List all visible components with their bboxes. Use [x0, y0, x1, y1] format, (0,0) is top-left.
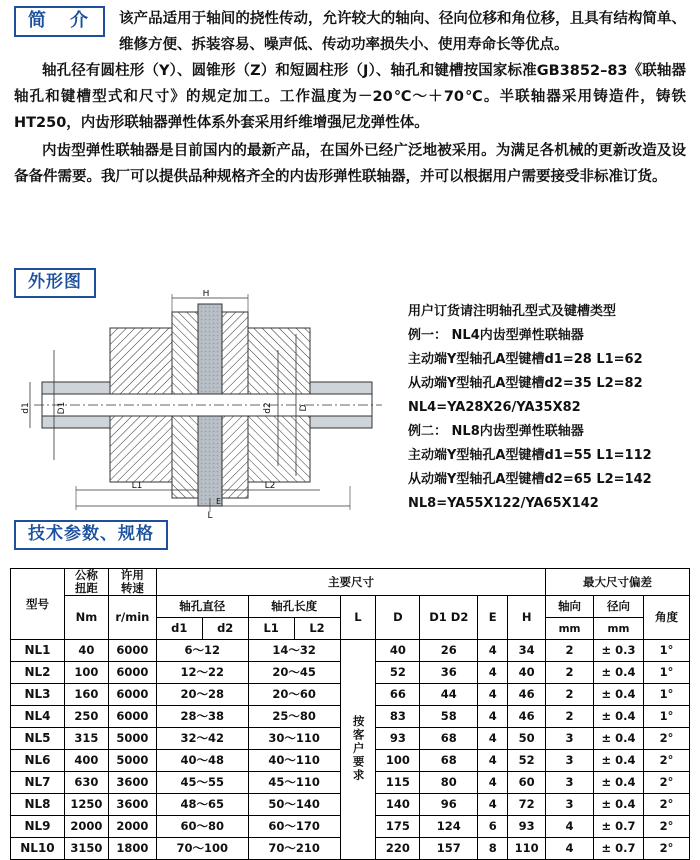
cell-D: 52 — [376, 662, 420, 684]
cell-bore-len: 50～140 — [248, 794, 340, 816]
cell-model: NL10 — [11, 838, 65, 860]
cell-E: 4 — [478, 662, 508, 684]
cell-angle: 2° — [643, 816, 689, 838]
cell-L-note — [340, 640, 376, 860]
params-table-body — [11, 640, 690, 860]
svg-text:L1: L1 — [131, 481, 143, 491]
cell-axial: 3 — [546, 728, 594, 750]
params-table-wrap — [10, 568, 690, 860]
cell-radial: ± 0.4 — [594, 706, 644, 728]
th-E: E — [478, 596, 508, 640]
cell-bore-len: 45～110 — [248, 772, 340, 794]
cell-D1D2: 96 — [420, 794, 478, 816]
cell-speed: 3600 — [108, 772, 156, 794]
cell-angle: 2° — [643, 794, 689, 816]
cell-bore-dia: 40～48 — [156, 750, 248, 772]
order-note-3: 从动端Y型轴孔A型键槽d2=35 L2=82 — [408, 376, 643, 391]
order-notes — [408, 300, 694, 516]
cell-H: 60 — [508, 772, 546, 794]
order-note-8: NL8=YA55X122/YA65X142 — [408, 496, 599, 511]
cell-axial: 3 — [546, 772, 594, 794]
cell-radial: ± 0.4 — [594, 684, 644, 706]
cell-radial: ± 0.4 — [594, 662, 644, 684]
cell-D1D2: 44 — [420, 684, 478, 706]
cell-bore-dia: 28～38 — [156, 706, 248, 728]
order-note-5: 例二： NL8内齿型弹性联轴器 — [408, 424, 584, 439]
svg-text:L2: L2 — [264, 481, 276, 491]
cell-bore-len: 20～45 — [248, 662, 340, 684]
cell-D: 83 — [376, 706, 420, 728]
svg-text:H: H — [202, 290, 210, 299]
cell-angle: 1° — [643, 706, 689, 728]
cell-angle: 1° — [643, 662, 689, 684]
cell-axial: 2 — [546, 640, 594, 662]
cell-angle: 2° — [643, 772, 689, 794]
cell-speed: 5000 — [108, 728, 156, 750]
cell-E: 8 — [478, 838, 508, 860]
cell-D1D2: 36 — [420, 662, 478, 684]
svg-text:D: D — [299, 404, 309, 412]
coupling-drawing-svg — [20, 290, 400, 520]
cell-H: 110 — [508, 838, 546, 860]
cell-axial: 4 — [546, 838, 594, 860]
cell-L-note-text: 按客户要求 — [351, 714, 366, 783]
th-L1: L1 — [248, 618, 294, 640]
cell-torque: 315 — [64, 728, 108, 750]
params-heading-badge — [14, 520, 168, 550]
th-bore-len: 轴孔长度 — [248, 596, 340, 618]
cell-model: NL7 — [11, 772, 65, 794]
cell-D: 93 — [376, 728, 420, 750]
cell-radial: ± 0.7 — [594, 816, 644, 838]
cell-D1D2: 68 — [420, 728, 478, 750]
cell-E: 4 — [478, 750, 508, 772]
cell-radial: ± 0.3 — [594, 640, 644, 662]
cell-speed: 6000 — [108, 640, 156, 662]
outline-drawing — [20, 290, 400, 520]
order-note-2: 主动端Y型轴孔A型键槽d1=28 L1=62 — [408, 352, 643, 367]
cell-axial: 3 — [546, 794, 594, 816]
cell-bore-dia: 20～28 — [156, 684, 248, 706]
cell-model: NL2 — [11, 662, 65, 684]
cell-torque: 250 — [64, 706, 108, 728]
th-torque-title: 公称 扭距 — [64, 569, 108, 596]
cell-axial: 2 — [546, 706, 594, 728]
cell-angle: 1° — [643, 640, 689, 662]
outline-heading-label: 外形图 — [14, 268, 96, 298]
order-note-4: NL4=YA28X26/YA35X82 — [408, 400, 581, 415]
svg-text:d1: d1 — [21, 402, 31, 414]
cell-torque: 160 — [64, 684, 108, 706]
cell-bore-dia: 32～42 — [156, 728, 248, 750]
cell-torque: 2000 — [64, 816, 108, 838]
th-d2: d2 — [202, 618, 248, 640]
cell-D: 115 — [376, 772, 420, 794]
cell-D1D2: 68 — [420, 750, 478, 772]
th-D: D — [376, 596, 420, 640]
cell-H: 72 — [508, 794, 546, 816]
params-table — [10, 568, 690, 860]
cell-bore-dia: 70～100 — [156, 838, 248, 860]
cell-E: 4 — [478, 794, 508, 816]
cell-model: NL3 — [11, 684, 65, 706]
th-d1: d1 — [156, 618, 202, 640]
cell-bore-dia: 48～65 — [156, 794, 248, 816]
params-heading-label: 技术参数、规格 — [14, 520, 168, 550]
cell-model: NL5 — [11, 728, 65, 750]
cell-axial: 4 — [546, 816, 594, 838]
cell-speed: 6000 — [108, 684, 156, 706]
cell-H: 46 — [508, 684, 546, 706]
cell-D: 220 — [376, 838, 420, 860]
svg-text:L: L — [207, 511, 213, 520]
cell-torque: 1250 — [64, 794, 108, 816]
cell-speed: 5000 — [108, 750, 156, 772]
svg-text:D1: D1 — [57, 401, 67, 415]
intro-heading-badge — [14, 6, 105, 37]
cell-bore-dia: 12～22 — [156, 662, 248, 684]
th-torque-unit: Nm — [64, 596, 108, 640]
th-max-dev: 最大尺寸偏差 — [546, 569, 690, 596]
th-L2: L2 — [294, 618, 340, 640]
cell-E: 4 — [478, 728, 508, 750]
cell-bore-dia: 45～55 — [156, 772, 248, 794]
cell-D: 40 — [376, 640, 420, 662]
cell-D: 100 — [376, 750, 420, 772]
cell-torque: 40 — [64, 640, 108, 662]
cell-bore-len: 40～110 — [248, 750, 340, 772]
cell-torque: 400 — [64, 750, 108, 772]
cell-H: 50 — [508, 728, 546, 750]
th-bore-dia: 轴孔直径 — [156, 596, 248, 618]
cell-D1D2: 157 — [420, 838, 478, 860]
cell-D: 175 — [376, 816, 420, 838]
cell-radial: ± 0.4 — [594, 750, 644, 772]
cell-radial: ± 0.7 — [594, 838, 644, 860]
cell-bore-dia: 60～80 — [156, 816, 248, 838]
cell-model: NL6 — [11, 750, 65, 772]
cell-E: 4 — [478, 706, 508, 728]
th-axial-unit: mm — [546, 618, 594, 640]
cell-D1D2: 58 — [420, 706, 478, 728]
cell-radial: ± 0.4 — [594, 794, 644, 816]
cell-D1D2: 26 — [420, 640, 478, 662]
th-axial: 轴向 — [546, 596, 594, 618]
cell-bore-dia: 6～12 — [156, 640, 248, 662]
cell-speed: 6000 — [108, 706, 156, 728]
cell-torque: 100 — [64, 662, 108, 684]
cell-H: 34 — [508, 640, 546, 662]
svg-text:E: E — [216, 497, 222, 506]
cell-D: 66 — [376, 684, 420, 706]
th-radial-unit: mm — [594, 618, 644, 640]
cell-model: NL9 — [11, 816, 65, 838]
cell-speed: 6000 — [108, 662, 156, 684]
cell-radial: ± 0.4 — [594, 772, 644, 794]
order-note-6: 主动端Y型轴孔A型键槽d1=55 L1=112 — [408, 448, 652, 463]
cell-D: 140 — [376, 794, 420, 816]
th-angle: 角度 — [643, 596, 689, 640]
cell-model: NL4 — [11, 706, 65, 728]
table-row — [11, 640, 690, 662]
th-main-dims: 主要尺寸 — [156, 569, 545, 596]
cell-bore-len: 60～170 — [248, 816, 340, 838]
order-note-7: 从动端Y型轴孔A型键槽d2=65 L2=142 — [408, 472, 652, 487]
cell-E: 4 — [478, 684, 508, 706]
cell-E: 4 — [478, 640, 508, 662]
order-note-1: 例一： NL4内齿型弹性联轴器 — [408, 328, 584, 343]
cell-angle: 2° — [643, 750, 689, 772]
cell-torque: 3150 — [64, 838, 108, 860]
cell-axial: 2 — [546, 684, 594, 706]
cell-torque: 630 — [64, 772, 108, 794]
cell-D1D2: 124 — [420, 816, 478, 838]
th-speed-unit: r/min — [108, 596, 156, 640]
th-model: 型号 — [11, 569, 65, 640]
cell-bore-len: 25～80 — [248, 706, 340, 728]
intro-paragraph-1: 该产品适用于轴间的挠性传动，允许较大的轴向、径向位移和角位移，且具有结构简单、维修方便、拆装容易、噪声低、传动功率损失小、使用寿命长等优点。 — [119, 11, 686, 53]
cell-angle: 2° — [643, 728, 689, 750]
cell-H: 40 — [508, 662, 546, 684]
cell-speed: 3600 — [108, 794, 156, 816]
cell-axial: 3 — [546, 750, 594, 772]
intro-heading-label: 简 介 — [14, 6, 105, 37]
cell-E: 4 — [478, 772, 508, 794]
cell-model: NL1 — [11, 640, 65, 662]
cell-speed: 2000 — [108, 816, 156, 838]
cell-bore-len: 14～32 — [248, 640, 340, 662]
cell-H: 93 — [508, 816, 546, 838]
intro-paragraph-2: 轴孔径有圆柱形（Y）、圆锥形（Z）和短圆柱形（J）、轴孔和键槽按国家标准GB3852–83《联轴器轴孔和键槽型式和尺寸》的规定加工。工作温度为－20℃～＋70℃。半联轴器采用铸造件，铸铁HT250，内齿形联轴器弹性体系外套采用纤维增强尼龙弹性体。 — [14, 63, 686, 131]
svg-text:d2: d2 — [263, 402, 273, 414]
cell-axial: 2 — [546, 662, 594, 684]
order-note-0: 用户订货请注明轴孔型式及键槽类型 — [408, 304, 617, 319]
cell-bore-len: 30～110 — [248, 728, 340, 750]
th-H: H — [508, 596, 546, 640]
cell-angle: 2° — [643, 838, 689, 860]
cell-bore-len: 20～60 — [248, 684, 340, 706]
cell-H: 46 — [508, 706, 546, 728]
cell-H: 52 — [508, 750, 546, 772]
cell-angle: 1° — [643, 684, 689, 706]
th-D1D2: D1 D2 — [420, 596, 478, 640]
th-L: L — [340, 596, 376, 640]
cell-speed: 1800 — [108, 838, 156, 860]
cell-model: NL8 — [11, 794, 65, 816]
cell-radial: ± 0.4 — [594, 728, 644, 750]
cell-D1D2: 80 — [420, 772, 478, 794]
cell-bore-len: 70～210 — [248, 838, 340, 860]
th-speed-title: 许用 转速 — [108, 569, 156, 596]
intro-section — [14, 6, 686, 190]
cell-E: 6 — [478, 816, 508, 838]
intro-paragraph-3: 内齿型弹性联轴器是目前国内的最新产品，在国外已经广泛地被采用。为满足各机械的更新改造及设备备件需要。我厂可以提供品种规格齐全的内齿形弹性联轴器，并可以根据用户需要接受非标准订货。 — [14, 143, 686, 185]
th-radial: 径向 — [594, 596, 644, 618]
